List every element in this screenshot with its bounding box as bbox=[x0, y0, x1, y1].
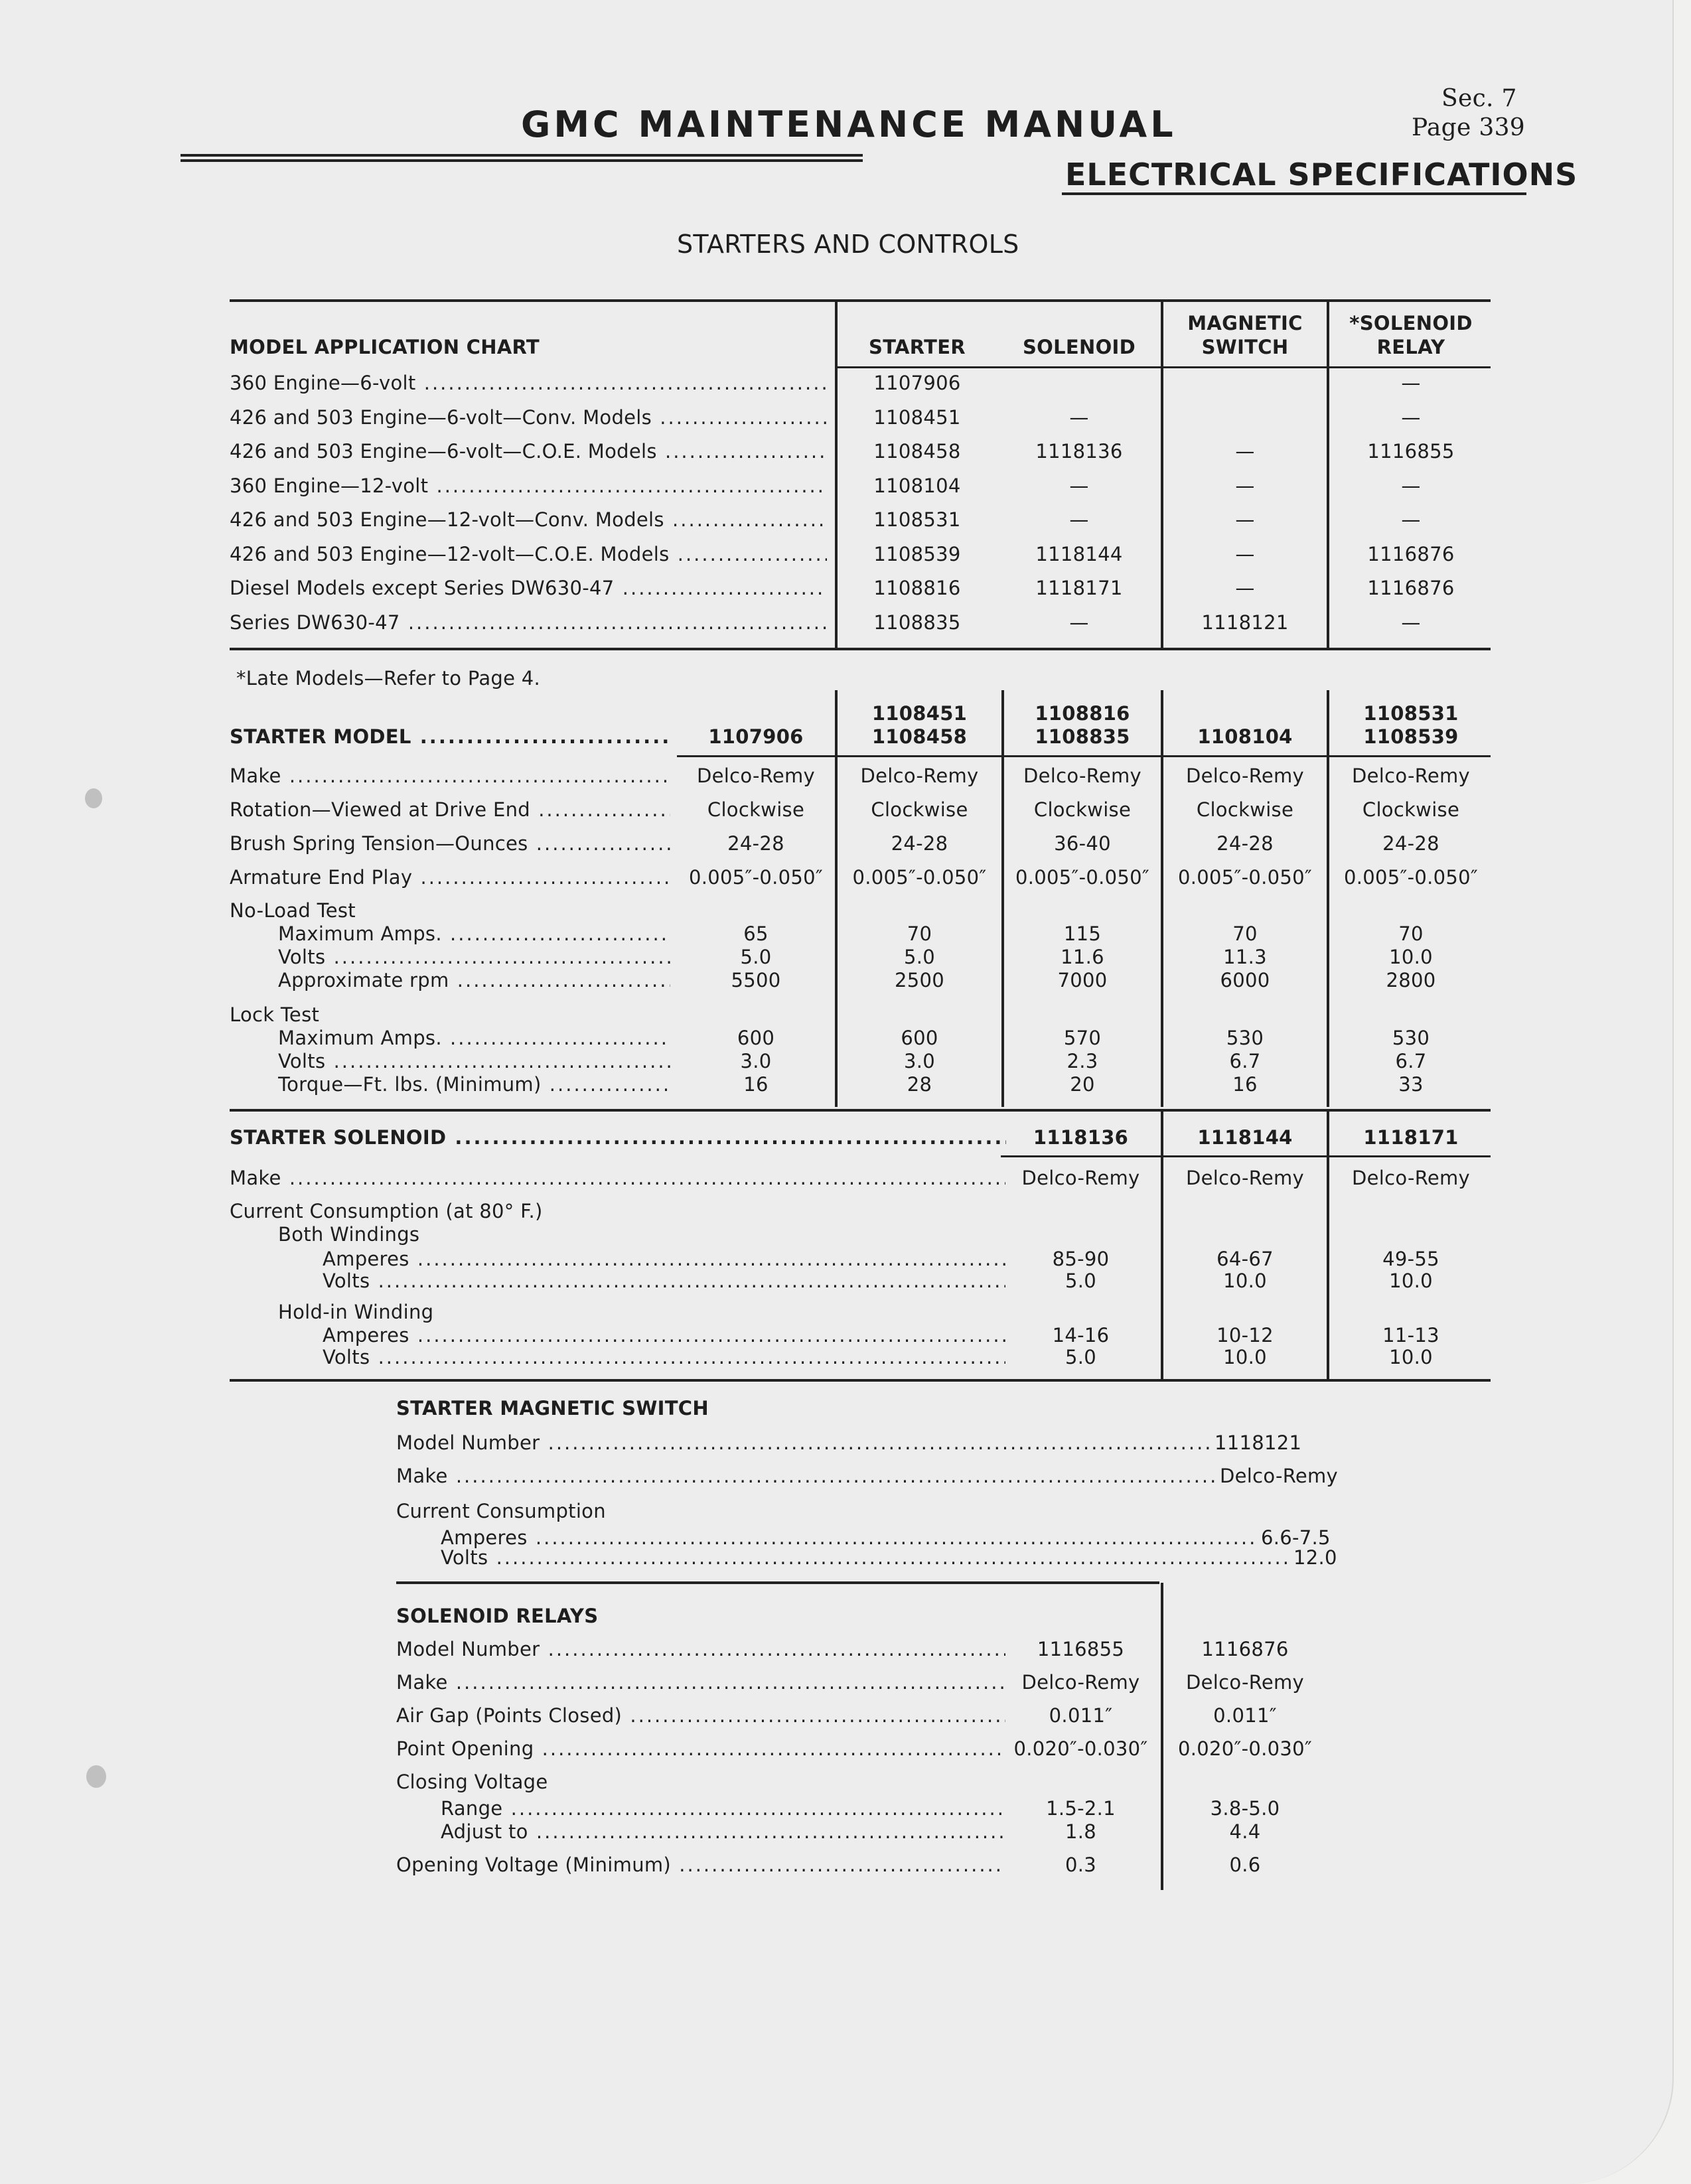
col-header-solenoid-relay: RELAY bbox=[1376, 336, 1445, 358]
application-cell-starter: 1108816 bbox=[873, 577, 961, 599]
hold-amperes-value: 11-13 bbox=[1382, 1324, 1439, 1347]
hold-amperes-value: 14-16 bbox=[1052, 1324, 1110, 1347]
no-load-rpm-label: Approximate rpm ..... bbox=[278, 969, 670, 991]
no-load-volts-value: 5.0 bbox=[740, 946, 772, 968]
no-load-amps-value: 65 bbox=[743, 922, 769, 945]
header-underline bbox=[677, 755, 1491, 757]
air-gap-value: 0.011″ bbox=[1213, 1704, 1277, 1727]
table-rule bbox=[396, 1581, 1159, 1584]
opening-voltage-value: 0.3 bbox=[1065, 1854, 1097, 1876]
both-volts-value: 10.0 bbox=[1223, 1270, 1267, 1292]
relay-make-value: Delco-Remy bbox=[1185, 1671, 1305, 1694]
lock-volts-value: 2.3 bbox=[1066, 1050, 1098, 1072]
table-rule bbox=[230, 1379, 1491, 1382]
starter-solenoid-title: STARTER SOLENOID ..... bbox=[230, 1126, 1006, 1149]
lock-amps-value: 600 bbox=[901, 1027, 938, 1049]
closing-voltage-label: Closing Voltage bbox=[396, 1771, 548, 1793]
both-volts-value: 10.0 bbox=[1389, 1270, 1433, 1292]
no-load-rpm-value: 7000 bbox=[1057, 969, 1108, 991]
punch-hole bbox=[86, 1765, 106, 1788]
magnetic-switch-model: 1118121 bbox=[1214, 1431, 1302, 1454]
table-rule bbox=[230, 1109, 1491, 1112]
make-value: Delco-Remy bbox=[860, 764, 979, 787]
application-cell-relay: — bbox=[1401, 508, 1421, 531]
application-cell-relay: 1116855 bbox=[1367, 440, 1455, 463]
solenoid-make-value: Delco-Remy bbox=[1185, 1167, 1305, 1189]
rotation-value: Clockwise bbox=[707, 798, 805, 821]
relay-make-value: Delco-Remy bbox=[1021, 1671, 1140, 1694]
relay-model-label: Model Number ..... bbox=[396, 1638, 1005, 1660]
magnetic-switch-volts-label: Volts ..... bbox=[441, 1546, 1291, 1569]
lock-torque-value: 16 bbox=[1232, 1073, 1258, 1096]
application-cell-relay: 1116876 bbox=[1367, 542, 1455, 565]
starter-model-header: 1108451 bbox=[871, 702, 968, 725]
hold-volts-value: 5.0 bbox=[1065, 1346, 1097, 1368]
application-cell-relay: — bbox=[1401, 405, 1421, 429]
hold-volts-value: 10.0 bbox=[1389, 1346, 1433, 1368]
punch-hole bbox=[85, 788, 102, 808]
lock-amps-value: 530 bbox=[1226, 1027, 1264, 1049]
lock-volts-value: 3.0 bbox=[903, 1050, 936, 1072]
make-value: Delco-Remy bbox=[1351, 764, 1471, 787]
application-cell-starter: 1108531 bbox=[873, 508, 961, 531]
lock-amps-label: Maximum Amps. ..... bbox=[278, 1027, 670, 1049]
no-load-rpm-value: 6000 bbox=[1220, 969, 1270, 991]
opening-voltage-label: Opening Voltage (Minimum) ..... bbox=[396, 1854, 1005, 1876]
application-row-label: Diesel Models except Series DW630-47 ..... bbox=[230, 577, 827, 599]
application-cell-starter: 1107906 bbox=[873, 372, 961, 394]
no-load-volts-value: 5.0 bbox=[903, 946, 936, 968]
col-header-solenoid-relay: *SOLENOID bbox=[1349, 312, 1473, 334]
rotation-label: Rotation—Viewed at Drive End ..... bbox=[230, 798, 670, 821]
no-load-rpm-value: 5500 bbox=[731, 969, 781, 991]
application-row-label: 426 and 503 Engine—12-volt—Conv. Models ..... bbox=[230, 508, 827, 531]
closing-range-value: 3.8-5.0 bbox=[1210, 1797, 1280, 1820]
header-underline bbox=[835, 366, 1491, 368]
lock-torque-label: Torque—Ft. lbs. (Minimum) ..... bbox=[278, 1073, 670, 1096]
table-rule bbox=[230, 299, 1491, 302]
rotation-value: Clockwise bbox=[1362, 798, 1460, 821]
lock-volts-value: 6.7 bbox=[1395, 1050, 1427, 1072]
air-gap-label: Air Gap (Points Closed) ..... bbox=[396, 1704, 1005, 1727]
solenoid-relays-title: SOLENOID RELAYS bbox=[396, 1605, 599, 1627]
lock-torque-value: 33 bbox=[1398, 1073, 1424, 1096]
application-cell-starter: 1108458 bbox=[873, 440, 961, 463]
solenoid-make-value: Delco-Remy bbox=[1351, 1167, 1471, 1189]
application-row-label: 426 and 503 Engine—6-volt—Conv. Models ..... bbox=[230, 406, 827, 429]
hold-in-winding-label: Hold-in Winding bbox=[278, 1301, 434, 1323]
application-cell-switch: — bbox=[1235, 577, 1255, 599]
both-amperes-value: 85-90 bbox=[1052, 1248, 1110, 1270]
closing-adjust-label: Adjust to ..... bbox=[441, 1820, 1005, 1843]
lock-amps-value: 570 bbox=[1063, 1027, 1102, 1049]
solenoid-make-value: Delco-Remy bbox=[1021, 1167, 1140, 1189]
application-row-label: 426 and 503 Engine—12-volt—C.O.E. Models ..... bbox=[230, 543, 827, 565]
application-row-label: 426 and 503 Engine—6-volt—C.O.E. Models ..... bbox=[230, 440, 827, 463]
no-load-volts-label: Volts ..... bbox=[278, 946, 670, 968]
application-cell-solenoid: 1118136 bbox=[1035, 440, 1123, 463]
hold-volts-value: 10.0 bbox=[1223, 1346, 1267, 1368]
no-load-test-label: No-Load Test bbox=[230, 899, 356, 922]
solenoid-make-label: Make ..... bbox=[230, 1167, 1005, 1189]
application-cell-starter: 1108451 bbox=[873, 405, 961, 429]
manual-title: GMC MAINTENANCE MANUAL bbox=[521, 104, 1177, 145]
brush-tension-value: 36-40 bbox=[1054, 832, 1111, 855]
application-cell-solenoid: — bbox=[1069, 405, 1089, 429]
rotation-value: Clockwise bbox=[1033, 798, 1132, 821]
application-cell-relay: — bbox=[1401, 474, 1421, 497]
no-load-volts-value: 10.0 bbox=[1389, 946, 1433, 968]
column-rule bbox=[1161, 1583, 1163, 1890]
section-title: ELECTRICAL SPECIFICATIONS bbox=[1065, 157, 1578, 192]
application-cell-solenoid: — bbox=[1069, 508, 1089, 531]
lock-amps-value: 530 bbox=[1392, 1027, 1430, 1049]
application-cell-switch: — bbox=[1235, 474, 1255, 497]
hold-amperes-label: Amperes ..... bbox=[323, 1324, 1005, 1347]
no-load-amps-value: 115 bbox=[1063, 922, 1102, 945]
make-value: Delco-Remy bbox=[696, 764, 816, 787]
col-header-magnetic-switch: MAGNETIC bbox=[1187, 312, 1303, 334]
lock-volts-value: 6.7 bbox=[1229, 1050, 1261, 1072]
application-cell-starter: 1108539 bbox=[873, 542, 961, 565]
starter-model-header: 1107906 bbox=[708, 725, 804, 748]
header-rule bbox=[181, 159, 863, 162]
no-load-amps-value: 70 bbox=[1232, 922, 1258, 945]
header-rule bbox=[181, 154, 863, 157]
lock-torque-value: 16 bbox=[743, 1073, 769, 1096]
application-cell-relay: — bbox=[1401, 372, 1421, 394]
end-play-value: 0.005″-0.050″ bbox=[852, 866, 987, 889]
air-gap-value: 0.011″ bbox=[1049, 1704, 1113, 1727]
col-header-solenoid: SOLENOID bbox=[1022, 336, 1136, 358]
solenoid-header: 1118136 bbox=[1033, 1126, 1129, 1149]
end-play-value: 0.005″-0.050″ bbox=[1343, 866, 1479, 889]
magnetic-switch-volts: 12.0 bbox=[1293, 1546, 1337, 1569]
magnetic-switch-consumption-label: Current Consumption bbox=[396, 1500, 606, 1522]
no-load-rpm-value: 2800 bbox=[1386, 969, 1436, 991]
table-rule bbox=[230, 648, 1491, 650]
page-subtitle: STARTERS AND CONTROLS bbox=[677, 230, 1019, 259]
closing-adjust-value: 4.4 bbox=[1229, 1820, 1261, 1843]
application-cell-solenoid: 1118171 bbox=[1035, 577, 1123, 599]
rotation-value: Clockwise bbox=[871, 798, 968, 821]
starter-model-header: 1108539 bbox=[1363, 725, 1459, 748]
point-opening-value: 0.020″-0.030″ bbox=[1177, 1737, 1313, 1760]
brush-tension-value: 24-28 bbox=[1216, 832, 1274, 855]
brush-tension-label: Brush Spring Tension—Ounces ..... bbox=[230, 832, 670, 855]
application-row-label: 360 Engine—6-volt ..... bbox=[230, 372, 827, 394]
page-number: Page 339 bbox=[1412, 114, 1525, 141]
starter-model-title: STARTER MODEL ..... bbox=[230, 725, 668, 748]
consumption-label: Current Consumption (at 80° F.) bbox=[230, 1200, 543, 1222]
closing-adjust-value: 1.8 bbox=[1065, 1820, 1097, 1843]
application-cell-solenoid: 1118144 bbox=[1035, 542, 1123, 565]
no-load-rpm-value: 2500 bbox=[894, 969, 944, 991]
rotation-value: Clockwise bbox=[1196, 798, 1294, 821]
both-amperes-label: Amperes ..... bbox=[323, 1248, 1005, 1270]
application-cell-solenoid: — bbox=[1069, 474, 1089, 497]
col-header-starter: STARTER bbox=[869, 336, 966, 358]
end-play-label: Armature End Play ..... bbox=[230, 866, 670, 889]
end-play-value: 0.005″-0.050″ bbox=[688, 866, 824, 889]
magnetic-switch-make-label: Make ..... bbox=[396, 1465, 1218, 1487]
both-windings-label: Both Windings bbox=[278, 1223, 420, 1246]
both-amperes-value: 49-55 bbox=[1382, 1248, 1439, 1270]
starter-model-header: 1108531 bbox=[1363, 702, 1459, 725]
application-row-label: Series DW630-47 ..... bbox=[230, 611, 827, 634]
no-load-amps-label: Maximum Amps. ..... bbox=[278, 922, 670, 945]
hold-volts-label: Volts ..... bbox=[323, 1346, 1005, 1368]
make-value: Delco-Remy bbox=[1185, 764, 1305, 787]
col-header-magnetic-switch: SWITCH bbox=[1201, 336, 1289, 358]
header-underline bbox=[1001, 1155, 1491, 1157]
relay-model-value: 1116855 bbox=[1037, 1638, 1125, 1660]
section-rule bbox=[1062, 192, 1526, 195]
point-opening-label: Point Opening ..... bbox=[396, 1737, 1005, 1760]
end-play-value: 0.005″-0.050″ bbox=[1015, 866, 1150, 889]
magnetic-switch-title: STARTER MAGNETIC SWITCH bbox=[396, 1397, 709, 1420]
no-load-amps-value: 70 bbox=[907, 922, 932, 945]
starter-model-header: 1108104 bbox=[1197, 725, 1293, 748]
point-opening-value: 0.020″-0.030″ bbox=[1013, 1737, 1148, 1760]
starter-model-header: 1108458 bbox=[871, 725, 968, 748]
relay-model-value: 1116876 bbox=[1201, 1638, 1289, 1660]
lock-volts-value: 3.0 bbox=[740, 1050, 772, 1072]
make-label: Make ..... bbox=[230, 764, 670, 787]
starter-model-header: 1108816 bbox=[1035, 702, 1130, 725]
relay-make-label: Make ..... bbox=[396, 1671, 1005, 1694]
lock-torque-value: 20 bbox=[1070, 1073, 1095, 1096]
brush-tension-value: 24-28 bbox=[727, 832, 784, 855]
lock-test-label: Lock Test bbox=[230, 1003, 320, 1026]
application-cell-solenoid: — bbox=[1069, 611, 1089, 634]
solenoid-header: 1118171 bbox=[1363, 1126, 1459, 1149]
closing-range-value: 1.5-2.1 bbox=[1046, 1797, 1116, 1820]
application-cell-starter: 1108835 bbox=[873, 611, 961, 634]
magnetic-switch-amperes-label: Amperes ..... bbox=[441, 1526, 1259, 1549]
end-play-value: 0.005″-0.050″ bbox=[1177, 866, 1313, 889]
application-cell-relay: 1116876 bbox=[1367, 577, 1455, 599]
application-cell-relay: — bbox=[1401, 611, 1421, 634]
magnetic-switch-make: Delco-Remy bbox=[1220, 1465, 1339, 1487]
make-value: Delco-Remy bbox=[1023, 764, 1142, 787]
application-row-label: 360 Engine—12-volt ..... bbox=[230, 474, 827, 497]
no-load-volts-value: 11.6 bbox=[1061, 946, 1104, 968]
solenoid-header: 1118144 bbox=[1197, 1126, 1293, 1149]
magnetic-switch-amperes: 6.6-7.5 bbox=[1261, 1526, 1331, 1549]
hold-amperes-value: 10-12 bbox=[1216, 1324, 1274, 1347]
brush-tension-value: 24-28 bbox=[891, 832, 948, 855]
application-cell-switch: — bbox=[1235, 508, 1255, 531]
closing-range-label: Range ..... bbox=[441, 1797, 1005, 1820]
lock-volts-label: Volts ..... bbox=[278, 1050, 670, 1072]
lock-torque-value: 28 bbox=[907, 1073, 932, 1096]
application-cell-starter: 1108104 bbox=[873, 474, 961, 497]
application-cell-switch: 1118121 bbox=[1201, 611, 1289, 634]
no-load-volts-value: 11.3 bbox=[1223, 946, 1267, 968]
brush-tension-value: 24-28 bbox=[1382, 832, 1439, 855]
opening-voltage-value: 0.6 bbox=[1229, 1854, 1261, 1876]
magnetic-switch-model-label: Model Number ..... bbox=[396, 1431, 1213, 1454]
both-volts-label: Volts ..... bbox=[323, 1270, 1005, 1292]
both-amperes-value: 64-67 bbox=[1216, 1248, 1274, 1270]
starter-model-header: 1108835 bbox=[1035, 725, 1130, 748]
footnote: *Late Models—Refer to Page 4. bbox=[236, 667, 541, 690]
application-cell-switch: — bbox=[1235, 542, 1255, 565]
both-volts-value: 5.0 bbox=[1065, 1270, 1097, 1292]
no-load-amps-value: 70 bbox=[1398, 922, 1424, 945]
section-number: Sec. 7 bbox=[1441, 85, 1517, 112]
application-cell-switch: — bbox=[1235, 440, 1255, 463]
lock-amps-value: 600 bbox=[737, 1027, 775, 1049]
application-chart-title: MODEL APPLICATION CHART bbox=[230, 336, 540, 358]
